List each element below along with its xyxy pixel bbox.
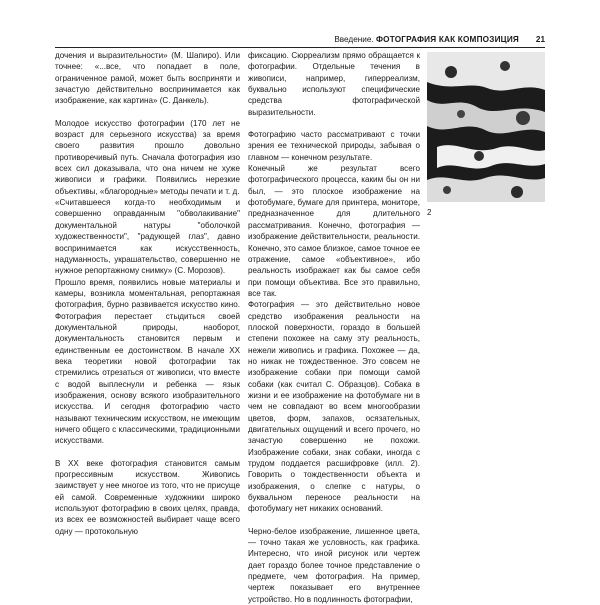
header-title-text: ФОТОГРАФИЯ КАК КОМПОЗИЦИЯ bbox=[375, 35, 519, 44]
paragraph: Прошло время, появились новые материалы и камеры, возникла моментальная, репортажная фотография, бурно развивается искусство кино. Фотография перестает стыдиться своей документальной природы, наоборот, документальность становится первым и единственным ее достоинством. В начале XX века теоретики новой фотографии так стремились отрезаться от живописи, что вместе с водой выплеснули и ребенка — язык изображения, основу всякого изобразительного искусства. И сегодня фотографию часто называют техническим искусством, не имеющим ничего общего с классическими, традиционными искусствами. bbox=[55, 277, 240, 446]
paragraph: Молодое искусство фотографии (170 лет не возраст для серьезного искусства) за время своего развития прошло довольно противоречивый путь. Сначала фотография изо всех сил доказывала, что она ничем не хуже живописи и графики. Появились нерезкие объективы, «благородные» методы печати и т. д. bbox=[55, 118, 240, 196]
paragraph: Конечный же результат всего фотографического процесса, каким бы он ни был, — это плоское изображение на фотобумаге, бумаге для принтера, мониторе, предназначенное для длительного рассматривания. Конечно, фотография — изображение действительности, реальности. Конечно, это самое близкое, самое точное ее отражение, самое «объективное», ибо реальность изображает как бы самое себя при помощи объектива. Все это правильно, все так. bbox=[248, 164, 420, 298]
paragraph: «Считавшееся когда-то необходимым и совершенно оправданным "обволакивание" документальной натуры "оболочкой художественности", "радующей глаз", давно воспринимается как искусственность, надуманность, украшательство, совершенно не нужное репортажному снимку» (С. Морозов). bbox=[55, 198, 240, 276]
header-section: Введение. bbox=[334, 35, 374, 44]
header-rule bbox=[55, 47, 545, 48]
running-header bbox=[55, 34, 545, 48]
abstract-photo-image bbox=[427, 52, 545, 202]
illustration-photo bbox=[427, 52, 545, 202]
paragraph: Фотография — это действительно новое средство изображения реальности на плоской поверхности, гораздо в большей степени похожее на саму эту реальность, нежели живопись и графика. Похожее — да, но никак не тождественное. Это совсем не изображение собаки при помощи самой собаки (как считал С. Образцов). Собака в жизни и ее изображение на фотобумаге ни в чем не совпадают во всем многообразии цветов, форм, запахов, осязательных, двигательных ощущений и всего прочего, но зачастую совершенно не похожи. Изображение собаки, знак собаки, иногда с трудом поддается расшифровке (илл. 2). Говорить о тождественности объекта и изображения, о слепке с натуры, о буквальном переносе реальности на фотобумагу нет никаких оснований. bbox=[248, 300, 420, 514]
paragraph: В XX веке фотография становится самым прогрессивным искусством. Живопись заимствует у нее многое из того, что не присуще ей самой. Современные художники широко используют фотографию в своих целях, правда, из всех ее возможностей выбирает чаще всего одну — протокольную bbox=[55, 458, 240, 536]
text-column-right bbox=[248, 50, 420, 605]
text-column-left bbox=[55, 50, 240, 537]
paragraph: дочения и выразительности» (М. Шапиро). Или точнее: «...все, что попадает в поле, ограниченное рамой, может быть восприняти и зачастую действительно воспринимается как изображение, как картина» (С. Данкель). bbox=[55, 51, 240, 106]
paragraph: Черно-белое изображение, лишенное цвета, — точно такая же условность, как графика. Интересно, что иной рисунок или чертеж дает гораздо более точное представление о предмете, чем фотография. На пример, чертеж показывает его внутреннее устройство. Но в подлинность фотографии, bbox=[248, 526, 420, 604]
figure-caption: 2 bbox=[427, 208, 432, 217]
page-number: 21 bbox=[535, 35, 545, 44]
paragraph: Фотографию часто рассматривают с точки зрения ее технической природы, забывая о главном — конечном результате. bbox=[248, 130, 420, 162]
running-header-title bbox=[334, 34, 519, 46]
paragraph: фиксацию. Сюрреализм прямо обращается к фотографии. Отдельные течения в живописи, например, гиперреализм, буквально используют специфические средства фотографической выразительности. bbox=[248, 51, 420, 117]
